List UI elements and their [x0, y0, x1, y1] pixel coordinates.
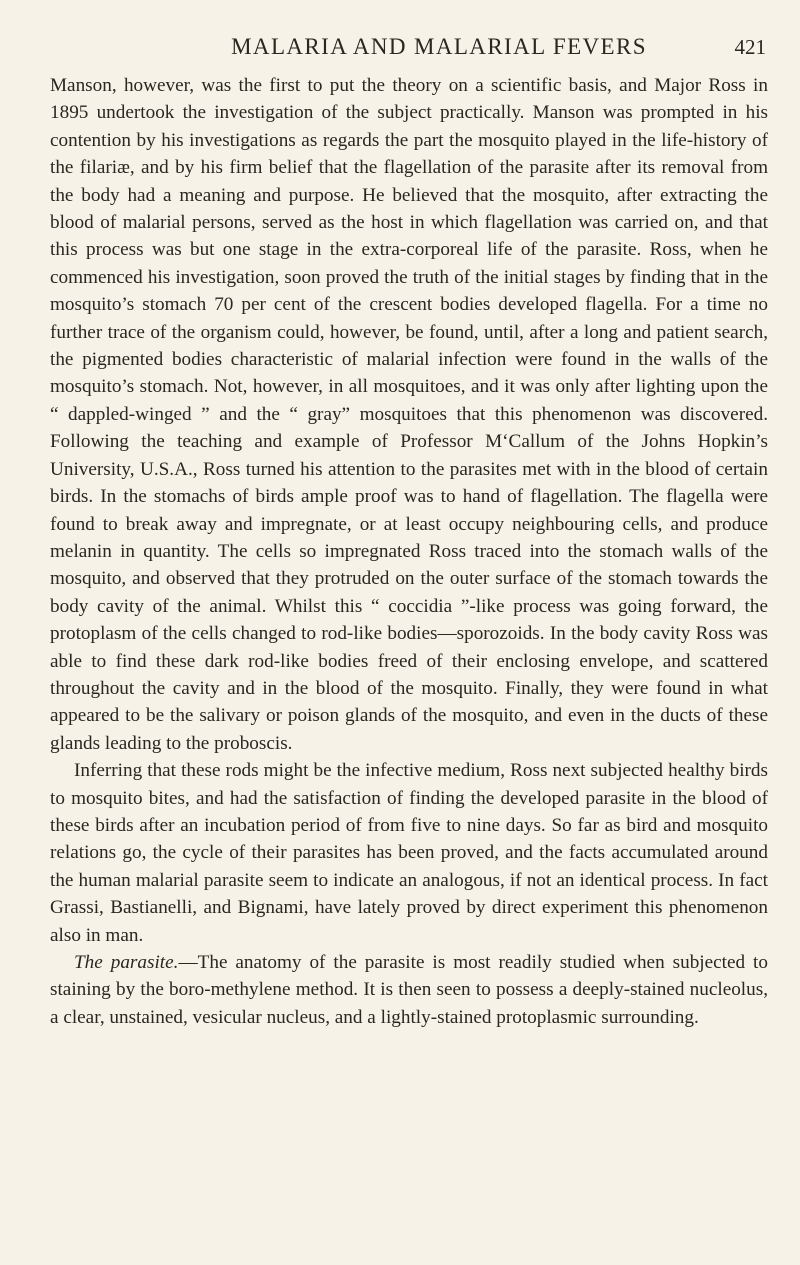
- paragraph-inferring: [50, 757, 768, 949]
- page-number: 421: [734, 35, 766, 59]
- running-title: MALARIA AND MALARIAL FEVERS: [231, 34, 647, 59]
- paragraph-text: Manson, however, was the first to put the theory on a scientific basis, and Major Ross in 1895 undertook the investigation of the subject practically. Manson was prompted in his contention by his investigations as regards the part the mosquito played in the life-history of the filariæ, and by his firm belief that the flagellation of the parasite after its removal from the body had a meaning and purpose. He believed that the mosquito, after extracting the blood of malarial persons, served as the host in which flagellation was carried on, and that this process was but one stage in the extra-corporeal life of the parasite. Ross, when he commenced his investigation, soon proved the truth of the initial stages by finding that in the mosquito’s stomach 70 per cent of the crescent bodies developed flagella. For a time no further trace of the organism could, however, be found, until, after a long and patient search, the pigmented bodies characteristic of malarial infection were found in the walls of the mosquito’s stomach. Not, however, in all mosquitoes, and it was only after lighting upon the “ dappled-winged ” and the “ gray” mosquitoes that this phenomenon was discovered. Following the teaching and example of Professor M‘Callum of the Johns Hopkin’s University, U.S.A., Ross turned his attention to the parasites met with in the blood of certain birds. In the stomachs of birds ample proof was to hand of flagellation. The flagella were found to break away and impregnate, or at least occupy neighbouring cells, and produce melanin in quantity. The cells so impregnated Ross traced into the stomach walls of the mosquito, and observed that they protruded on the outer surface of the stomach towards the body cavity of the animal. Whilst this “ coccidia ”-like process was going forward, the protoplasm of the cells changed to rod-like bodies—sporozoids. In the body cavity Ross was able to find these dark rod-like bodies freed of their enclosing envelope, and scattered throughout the cavity and in the blood of the mosquito. Finally, they were found in what appeared to be the salivary or poison glands of the mosquito, and even in the ducts of these glands leading to the proboscis.: [50, 75, 768, 754]
- paragraph-text: Inferring that these rods might be the infective medium, Ross next subjected healthy birds to mosquito bites, and had the satisfaction of finding the developed parasite in the blood of these birds after an incubation period of from five to nine days. So far as bird and mosquito relations go, the cycle of their parasites has been proved, and the facts accumulated around the human malarial parasite seem to indicate an analogous, if not an identical process. In fact Grassi, Bastianelli, and Bignami, have lately proved by direct experiment this phenomenon also in man.: [50, 760, 768, 946]
- book-page: [50, 32, 768, 1242]
- paragraph-manson-ross: [50, 72, 768, 757]
- paragraph-the-parasite: [50, 949, 768, 1031]
- paragraph-text: —The anatomy of the parasite is most readily studied when subjected to staining by the boro-methylene method. It is then seen to possess a deeply-stained nucleolus, a clear, unstained, vesicular nucleus, and a lightly-stained protoplasmic surrounding.: [50, 952, 768, 1028]
- running-head: [50, 32, 768, 66]
- section-runin-heading: The parasite.: [74, 952, 179, 973]
